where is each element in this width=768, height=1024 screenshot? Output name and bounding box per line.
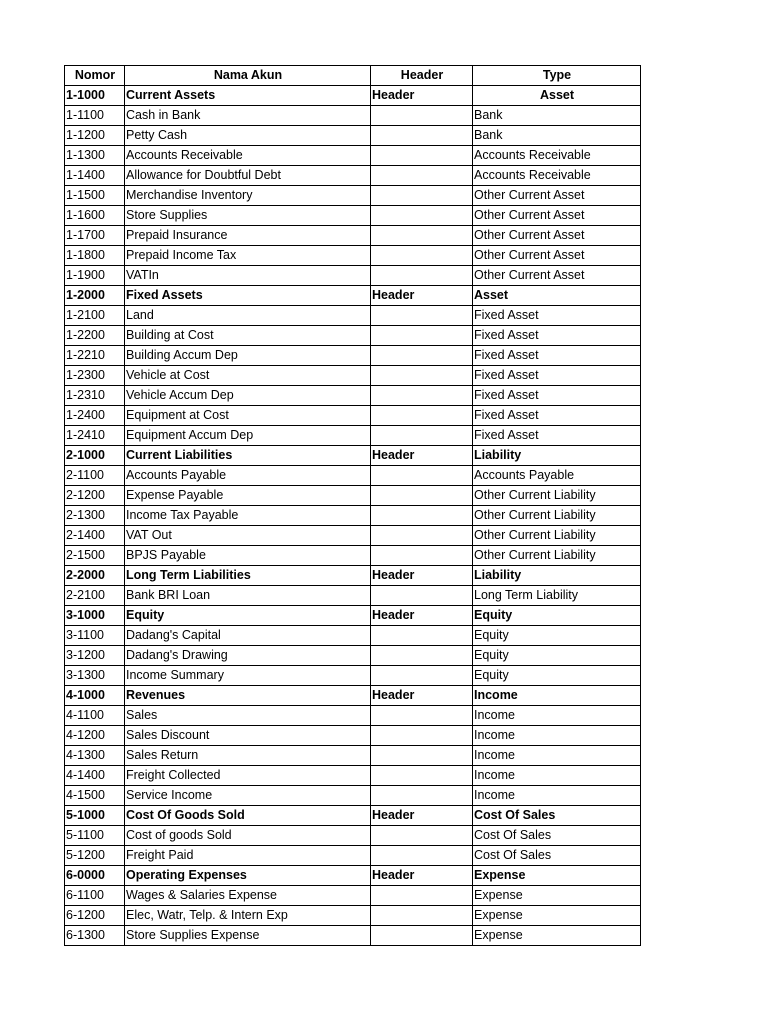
header-cell: Header <box>371 86 473 106</box>
account-name-cell: Vehicle Accum Dep <box>125 386 371 406</box>
table-row <box>65 826 641 846</box>
account-name-cell: Equity <box>125 606 371 626</box>
header-cell <box>371 846 473 866</box>
header-cell <box>371 926 473 946</box>
table-row-header-account <box>65 86 641 106</box>
account-number-cell: 2-2000 <box>65 566 125 586</box>
table-header-row <box>65 66 641 86</box>
header-cell: Header <box>371 866 473 886</box>
account-type-cell: Bank <box>473 106 641 126</box>
account-name-cell: Building Accum Dep <box>125 346 371 366</box>
account-number-cell: 1-2200 <box>65 326 125 346</box>
account-number-cell: 4-1100 <box>65 706 125 726</box>
table-row-header-account <box>65 446 641 466</box>
account-type-cell: Fixed Asset <box>473 386 641 406</box>
account-number-cell: 1-1400 <box>65 166 125 186</box>
account-name-cell: Income Summary <box>125 666 371 686</box>
account-type-cell: Income <box>473 786 641 806</box>
account-type-cell: Income <box>473 746 641 766</box>
table-row <box>65 366 641 386</box>
header-cell <box>371 766 473 786</box>
account-name-cell: Prepaid Insurance <box>125 226 371 246</box>
table-row <box>65 146 641 166</box>
account-name-cell: Allowance for Doubtful Debt <box>125 166 371 186</box>
header-cell <box>371 426 473 446</box>
account-number-cell: 2-1500 <box>65 546 125 566</box>
account-type-cell: Cost Of Sales <box>473 806 641 826</box>
account-type-cell: Other Current Asset <box>473 246 641 266</box>
header-cell <box>371 546 473 566</box>
account-type-cell: Cost Of Sales <box>473 826 641 846</box>
table-row <box>65 786 641 806</box>
account-name-cell: Store Supplies Expense <box>125 926 371 946</box>
account-type-cell: Expense <box>473 866 641 886</box>
table-row <box>65 466 641 486</box>
table-row <box>65 106 641 126</box>
account-type-cell: Liability <box>473 446 641 466</box>
account-type-cell: Other Current Liability <box>473 526 641 546</box>
account-number-cell: 3-1300 <box>65 666 125 686</box>
account-type-cell: Asset <box>473 86 641 106</box>
header-cell <box>371 466 473 486</box>
table-row <box>65 486 641 506</box>
account-name-cell: Petty Cash <box>125 126 371 146</box>
account-type-cell: Fixed Asset <box>473 306 641 326</box>
table-row-header-account <box>65 606 641 626</box>
table-row <box>65 266 641 286</box>
header-cell <box>371 506 473 526</box>
account-name-cell: Accounts Payable <box>125 466 371 486</box>
table-row <box>65 406 641 426</box>
account-name-cell: Service Income <box>125 786 371 806</box>
chart-of-accounts-table <box>64 65 641 946</box>
account-name-cell: Cost Of Goods Sold <box>125 806 371 826</box>
account-name-cell: Cash in Bank <box>125 106 371 126</box>
account-name-cell: Land <box>125 306 371 326</box>
account-type-cell: Income <box>473 686 641 706</box>
header-cell <box>371 166 473 186</box>
account-type-cell: Accounts Receivable <box>473 166 641 186</box>
account-type-cell: Other Current Liability <box>473 486 641 506</box>
table-body <box>65 86 641 946</box>
table-row <box>65 506 641 526</box>
account-name-cell: Revenues <box>125 686 371 706</box>
account-number-cell: 1-1700 <box>65 226 125 246</box>
account-number-cell: 4-1000 <box>65 686 125 706</box>
table-row <box>65 386 641 406</box>
account-name-cell: VAT Out <box>125 526 371 546</box>
header-cell <box>371 366 473 386</box>
header-cell: Header <box>371 446 473 466</box>
table-row <box>65 426 641 446</box>
account-number-cell: 2-2100 <box>65 586 125 606</box>
table-row <box>65 546 641 566</box>
table-row-header-account <box>65 686 641 706</box>
account-number-cell: 6-0000 <box>65 866 125 886</box>
header-cell <box>371 646 473 666</box>
account-number-cell: 3-1100 <box>65 626 125 646</box>
account-name-cell: Equipment at Cost <box>125 406 371 426</box>
account-name-cell: Dadang's Drawing <box>125 646 371 666</box>
account-type-cell: Bank <box>473 126 641 146</box>
account-number-cell: 6-1200 <box>65 906 125 926</box>
account-type-cell: Cost Of Sales <box>473 846 641 866</box>
account-number-cell: 1-1300 <box>65 146 125 166</box>
account-type-cell: Income <box>473 766 641 786</box>
header-cell <box>371 106 473 126</box>
account-number-cell: 4-1300 <box>65 746 125 766</box>
account-number-cell: 4-1400 <box>65 766 125 786</box>
account-type-cell: Fixed Asset <box>473 346 641 366</box>
account-number-cell: 2-1000 <box>65 446 125 466</box>
account-name-cell: Prepaid Income Tax <box>125 246 371 266</box>
header-cell <box>371 326 473 346</box>
account-number-cell: 5-1000 <box>65 806 125 826</box>
account-number-cell: 2-1100 <box>65 466 125 486</box>
account-number-cell: 2-1200 <box>65 486 125 506</box>
table-row <box>65 166 641 186</box>
header-cell <box>371 306 473 326</box>
account-number-cell: 1-2310 <box>65 386 125 406</box>
header-cell: Header <box>371 606 473 626</box>
account-type-cell: Liability <box>473 566 641 586</box>
header-cell <box>371 386 473 406</box>
account-type-cell: Equity <box>473 606 641 626</box>
header-cell <box>371 206 473 226</box>
account-name-cell: Sales <box>125 706 371 726</box>
table-row <box>65 846 641 866</box>
account-type-cell: Other Current Asset <box>473 226 641 246</box>
header-cell <box>371 746 473 766</box>
account-type-cell: Fixed Asset <box>473 426 641 446</box>
account-name-cell: Sales Return <box>125 746 371 766</box>
account-name-cell: Long Term Liabilities <box>125 566 371 586</box>
account-number-cell: 4-1500 <box>65 786 125 806</box>
account-name-cell: Accounts Receivable <box>125 146 371 166</box>
account-type-cell: Long Term Liability <box>473 586 641 606</box>
header-cell: Header <box>371 286 473 306</box>
account-name-cell: Fixed Assets <box>125 286 371 306</box>
table-row <box>65 706 641 726</box>
account-name-cell: Bank BRI Loan <box>125 586 371 606</box>
account-name-cell: BPJS Payable <box>125 546 371 566</box>
account-type-cell: Fixed Asset <box>473 366 641 386</box>
account-type-cell: Expense <box>473 906 641 926</box>
account-name-cell: Operating Expenses <box>125 866 371 886</box>
account-number-cell: 5-1200 <box>65 846 125 866</box>
table-row <box>65 646 641 666</box>
header-cell: Header <box>371 566 473 586</box>
header-cell <box>371 706 473 726</box>
account-name-cell: Merchandise Inventory <box>125 186 371 206</box>
account-name-cell: Freight Paid <box>125 846 371 866</box>
header-cell <box>371 626 473 646</box>
header-cell <box>371 786 473 806</box>
table-row <box>65 886 641 906</box>
table-row <box>65 666 641 686</box>
table-row <box>65 346 641 366</box>
account-number-cell: 1-1000 <box>65 86 125 106</box>
header-cell: Header <box>371 806 473 826</box>
table-row <box>65 906 641 926</box>
account-number-cell: 1-1600 <box>65 206 125 226</box>
account-number-cell: 1-2000 <box>65 286 125 306</box>
header-cell <box>371 906 473 926</box>
table-row <box>65 226 641 246</box>
table-row <box>65 306 641 326</box>
account-type-cell: Other Current Asset <box>473 266 641 286</box>
table-row <box>65 206 641 226</box>
table-row <box>65 526 641 546</box>
account-type-cell: Other Current Liability <box>473 506 641 526</box>
header-cell <box>371 406 473 426</box>
account-number-cell: 1-1800 <box>65 246 125 266</box>
table-row <box>65 326 641 346</box>
account-type-cell: Income <box>473 726 641 746</box>
account-number-cell: 2-1400 <box>65 526 125 546</box>
account-name-cell: Expense Payable <box>125 486 371 506</box>
account-number-cell: 1-1500 <box>65 186 125 206</box>
table-row-header-account <box>65 806 641 826</box>
account-type-cell: Other Current Liability <box>473 546 641 566</box>
header-cell <box>371 246 473 266</box>
account-name-cell: Income Tax Payable <box>125 506 371 526</box>
header-cell <box>371 886 473 906</box>
header-cell <box>371 666 473 686</box>
table-row-header-account <box>65 566 641 586</box>
account-number-cell: 1-1900 <box>65 266 125 286</box>
account-type-cell: Equity <box>473 626 641 646</box>
account-type-cell: Accounts Receivable <box>473 146 641 166</box>
account-name-cell: Wages & Salaries Expense <box>125 886 371 906</box>
account-name-cell: Sales Discount <box>125 726 371 746</box>
account-name-cell: Elec, Watr, Telp. & Intern Exp <box>125 906 371 926</box>
account-type-cell: Fixed Asset <box>473 326 641 346</box>
table-row <box>65 626 641 646</box>
header-cell <box>371 726 473 746</box>
header-cell <box>371 146 473 166</box>
account-number-cell: 3-1200 <box>65 646 125 666</box>
table-row <box>65 766 641 786</box>
account-name-cell: Building at Cost <box>125 326 371 346</box>
header-cell <box>371 486 473 506</box>
account-name-cell: Equipment Accum Dep <box>125 426 371 446</box>
account-name-cell: Store Supplies <box>125 206 371 226</box>
account-number-cell: 1-2210 <box>65 346 125 366</box>
header-cell <box>371 586 473 606</box>
account-name-cell: Freight Collected <box>125 766 371 786</box>
account-type-cell: Asset <box>473 286 641 306</box>
account-name-cell: Vehicle at Cost <box>125 366 371 386</box>
header-cell <box>371 826 473 846</box>
column-header-nama-akun: Nama Akun <box>125 66 371 86</box>
account-type-cell: Other Current Asset <box>473 186 641 206</box>
account-type-cell: Expense <box>473 926 641 946</box>
account-type-cell: Equity <box>473 666 641 686</box>
account-number-cell: 3-1000 <box>65 606 125 626</box>
table-row-header-account <box>65 866 641 886</box>
table-row <box>65 746 641 766</box>
account-number-cell: 5-1100 <box>65 826 125 846</box>
account-name-cell: Dadang's Capital <box>125 626 371 646</box>
account-number-cell: 2-1300 <box>65 506 125 526</box>
column-header-type: Type <box>473 66 641 86</box>
account-type-cell: Equity <box>473 646 641 666</box>
header-cell <box>371 226 473 246</box>
header-cell: Header <box>371 686 473 706</box>
table-row-header-account <box>65 286 641 306</box>
account-number-cell: 6-1300 <box>65 926 125 946</box>
account-number-cell: 1-2100 <box>65 306 125 326</box>
account-number-cell: 1-2400 <box>65 406 125 426</box>
column-header-header: Header <box>371 66 473 86</box>
account-number-cell: 4-1200 <box>65 726 125 746</box>
header-cell <box>371 266 473 286</box>
account-number-cell: 1-2410 <box>65 426 125 446</box>
account-name-cell: Current Assets <box>125 86 371 106</box>
account-type-cell: Expense <box>473 886 641 906</box>
table-row <box>65 186 641 206</box>
header-cell <box>371 526 473 546</box>
account-number-cell: 1-1100 <box>65 106 125 126</box>
account-name-cell: VATIn <box>125 266 371 286</box>
account-type-cell: Other Current Asset <box>473 206 641 226</box>
account-type-cell: Fixed Asset <box>473 406 641 426</box>
account-type-cell: Accounts Payable <box>473 466 641 486</box>
header-cell <box>371 126 473 146</box>
account-name-cell: Cost of goods Sold <box>125 826 371 846</box>
table-row <box>65 926 641 946</box>
table-row <box>65 586 641 606</box>
table-row <box>65 246 641 266</box>
header-cell <box>371 186 473 206</box>
account-name-cell: Current Liabilities <box>125 446 371 466</box>
table-row <box>65 726 641 746</box>
account-number-cell: 6-1100 <box>65 886 125 906</box>
table-row <box>65 126 641 146</box>
column-header-nomor: Nomor <box>65 66 125 86</box>
account-number-cell: 1-1200 <box>65 126 125 146</box>
account-type-cell: Income <box>473 706 641 726</box>
account-number-cell: 1-2300 <box>65 366 125 386</box>
header-cell <box>371 346 473 366</box>
